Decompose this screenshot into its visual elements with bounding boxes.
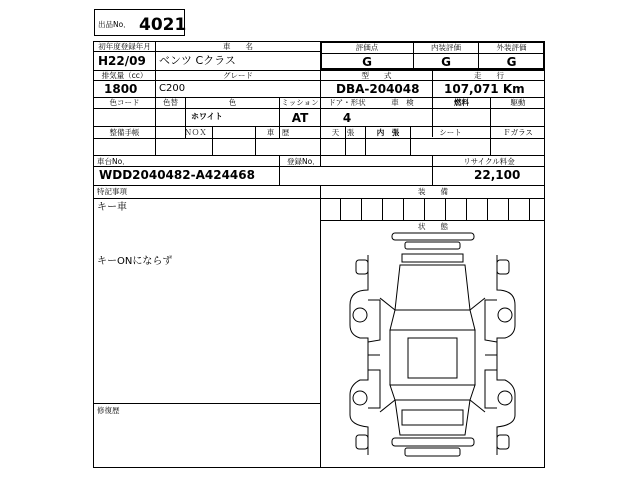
maintenance-book-label: 整備手帳	[109, 128, 140, 137]
door-shape-label: ドア・形状	[328, 98, 366, 107]
hood-shape	[380, 254, 485, 310]
remarks-label: 特記事項	[97, 187, 127, 196]
chassis-no-value: WDD2040482-A424468	[99, 168, 255, 182]
transmission-value: AT	[291, 111, 309, 125]
interior-score-label: 内装評価	[431, 43, 461, 52]
nox-label: ＮＯＸ	[184, 128, 207, 137]
recycle-fee-value: 22,100	[474, 168, 521, 182]
exterior-score-value: G	[506, 55, 517, 69]
transmission-label: ミッション	[281, 98, 319, 107]
grade-label: グレード	[223, 71, 253, 80]
first-registration-label: 初年度登録年月	[98, 42, 151, 51]
color-label: 色	[228, 98, 237, 107]
displacement-value: 1800	[104, 82, 138, 96]
mileage-value: 107,071 Km	[444, 82, 525, 96]
color-value: ホワイト	[191, 112, 223, 121]
color-type-label: 色替	[163, 98, 178, 107]
model-label: 型 式	[361, 71, 392, 80]
lot-number-label: 出品No．	[98, 20, 131, 29]
sunroof-shape	[408, 338, 457, 378]
condition-label: 状 態	[418, 222, 448, 231]
note-line-2: キーONにならず	[97, 256, 173, 267]
mileage-label: 走 行	[474, 71, 504, 80]
door-shape-value: 4	[342, 111, 352, 125]
registration-no-label: 登録No．	[287, 157, 320, 166]
first-registration-value: H22/09	[98, 54, 146, 68]
displacement-label: 排気量（cc）	[101, 71, 148, 80]
interior-score-value: G	[441, 55, 451, 69]
score-label: 評価点	[355, 43, 379, 52]
repair-history-label: 修復歴	[97, 406, 120, 415]
trunk-shape	[380, 400, 485, 456]
sunroof-label: 天 張	[331, 128, 355, 137]
seat-label: シート	[439, 128, 462, 137]
grade-value: C200	[159, 83, 186, 94]
exterior-score-label: 外装評価	[496, 43, 527, 52]
note-line-1: キー車	[97, 202, 127, 213]
lot-number-box	[94, 9, 185, 36]
recycle-fee-label: リサイクル料金	[463, 157, 515, 166]
inspection-label: 車 検	[391, 98, 414, 107]
lot-number-value: 4021	[139, 15, 187, 35]
color-code-label: 色コード	[109, 98, 140, 107]
car-name-value: ベンツ Cクラス	[159, 54, 236, 67]
equipment-label: 装 備	[418, 187, 448, 196]
front-bumper-shape	[392, 233, 474, 249]
interior-lining-label: 内 張	[376, 128, 400, 137]
car-condition-diagram	[320, 230, 545, 465]
drive-label: 駆動	[510, 98, 526, 107]
windshield-shape	[390, 310, 475, 330]
f-glass-label: Ｆガラス	[503, 128, 533, 137]
chassis-no-label: 車台No．	[97, 157, 130, 166]
score-value: G	[362, 55, 372, 69]
rear-window-shape	[390, 385, 475, 400]
car-name-label: 車 名	[223, 42, 253, 51]
model-value: DBA-204048	[336, 82, 420, 96]
history-label: 車 歴	[266, 128, 290, 137]
fuel-label: 燃料	[454, 98, 469, 107]
